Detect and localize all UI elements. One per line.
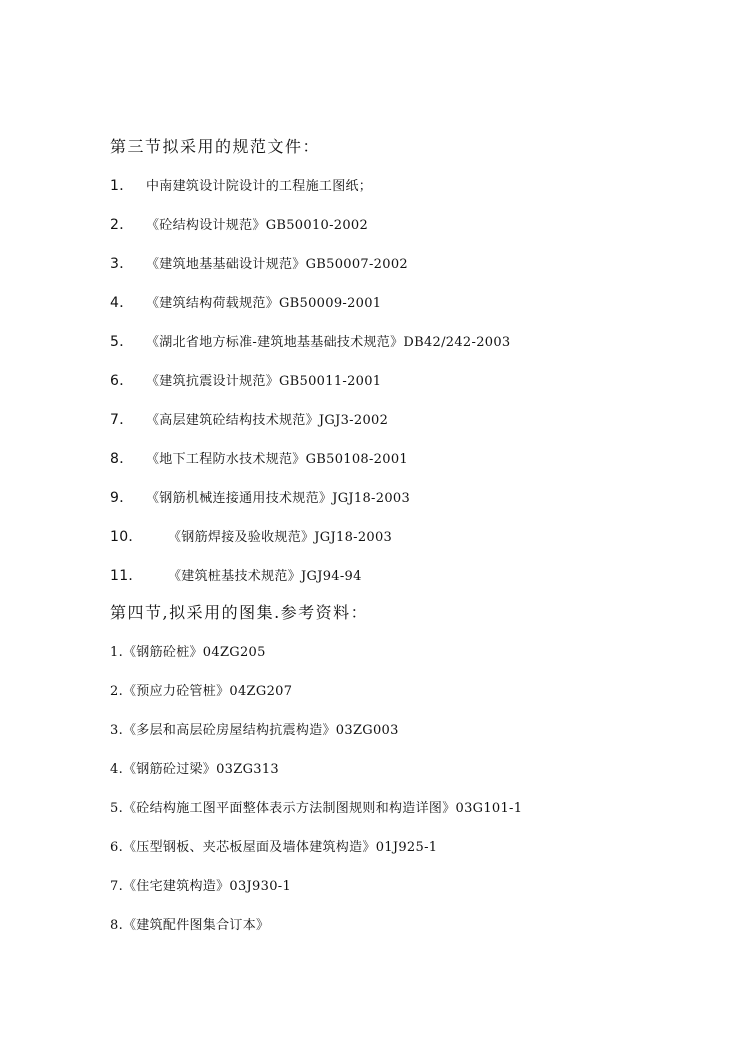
spec-item-2 — [110, 217, 368, 234]
spec-item-number: 2． — [110, 217, 134, 233]
spec-item-number: 5． — [110, 334, 134, 350]
spec-item-text: 《钢筋焊接及验收规范》JGJ18-2003 — [168, 530, 393, 545]
spec-item-number: 7． — [110, 412, 134, 428]
atlas-item-3: 3.《多层和高层砼房屋结构抗震构造》03ZG003 — [110, 723, 399, 738]
spec-item-text: 《湖北省地方标准-建筑地基基础技术规范》DB42/242-2003 — [146, 335, 511, 350]
spec-item-text: 《建筑地基基础设计规范》GB50007-2002 — [146, 257, 408, 272]
spec-item-text: 中南建筑设计院设计的工程施工图纸； — [146, 179, 373, 194]
spec-item-number: 1． — [110, 178, 134, 194]
spec-item-number: 3． — [110, 256, 134, 272]
atlas-item-4: 4.《钢筋砼过梁》03ZG313 — [110, 762, 279, 777]
spec-item-number: 4． — [110, 295, 134, 311]
atlas-item-7: 7.《住宅建筑构造》03J930-1 — [110, 879, 292, 894]
spec-item-text: 《建筑桩基技术规范》JGJ94-94 — [168, 569, 362, 584]
atlas-item-6: 6.《压型钢板、夹芯板屋面及墙体建筑构造》01J925-1 — [110, 840, 438, 855]
atlas-item-1: 1.《钢筋砼桩》04ZG205 — [110, 645, 266, 660]
spec-item-4 — [110, 295, 381, 312]
spec-item-7 — [110, 412, 388, 429]
spec-item-5 — [110, 334, 510, 351]
spec-item-text: 《地下工程防水技术规范》GB50108-2001 — [146, 452, 408, 467]
section3-title: 第三节拟采用的规范文件： — [110, 137, 321, 156]
section4-title: 第四节,拟采用的图集.参考资料： — [110, 603, 369, 622]
atlas-item-8: 8.《建筑配件图集合订本》 — [110, 918, 270, 933]
spec-item-text: 《建筑结构荷载规范》GB50009-2001 — [146, 296, 382, 311]
spec-item-number: 8． — [110, 451, 134, 467]
spec-item-9 — [110, 490, 410, 507]
spec-item-text: 《高层建筑砼结构技术规范》JGJ3-2002 — [146, 413, 389, 428]
spec-item-number: 9． — [110, 490, 134, 506]
spec-item-number: 10． — [110, 529, 143, 545]
spec-item-text: 《建筑抗震设计规范》GB50011-2001 — [146, 374, 382, 389]
spec-item-text: 《砼结构设计规范》GB50010-2002 — [146, 218, 369, 233]
atlas-item-5: 5.《砼结构施工图平面整体表示方法制图规则和构造详图》03G101-1 — [110, 801, 523, 816]
spec-item-number: 11． — [110, 568, 143, 584]
spec-item-text: 《钢筋机械连接通用技术规范》JGJ18-2003 — [146, 491, 411, 506]
atlas-item-2: 2.《预应力砼管桩》04ZG207 — [110, 684, 293, 699]
spec-item-3 — [110, 256, 408, 273]
spec-item-10 — [110, 529, 392, 546]
spec-item-6 — [110, 373, 381, 390]
spec-item-11 — [110, 568, 362, 585]
spec-item-1 — [110, 178, 372, 195]
spec-item-8 — [110, 451, 408, 468]
spec-item-number: 6． — [110, 373, 134, 389]
